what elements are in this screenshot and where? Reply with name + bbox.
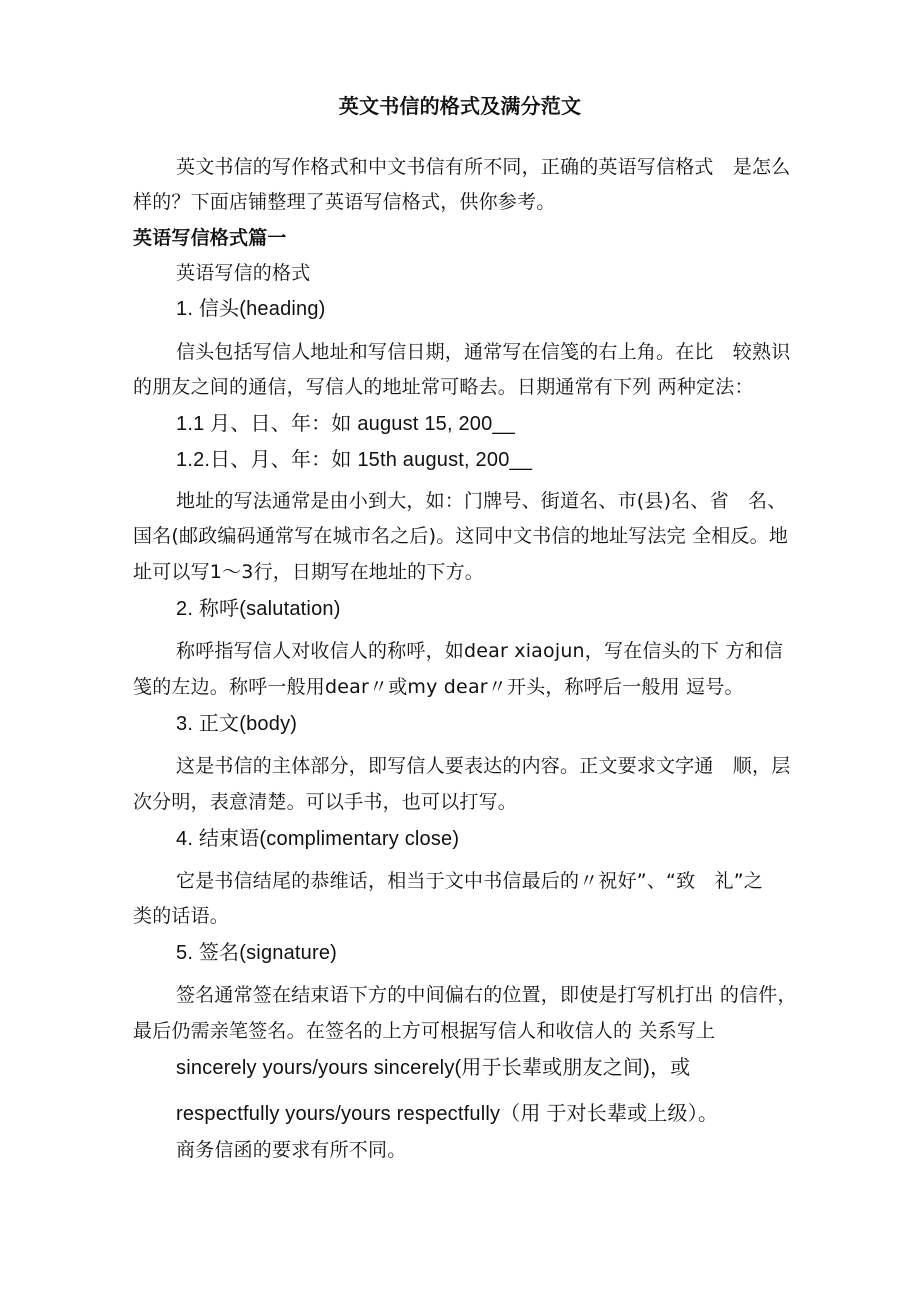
- salutation-paragraph-line-1: 称呼指写信人对收信人的称呼，如dear xiaojun，写在信头的下 方和信: [176, 640, 784, 662]
- section-heading: 英语写信格式篇一: [133, 227, 287, 249]
- signature-paragraph-line-1: 签名通常签在结束语下方的中间偏右的位置，即使是打写机打出 的信件，: [176, 984, 797, 1006]
- intro-paragraph-line-2: 样的？下面店铺整理了英语写信格式，供你参考。: [133, 191, 556, 213]
- salutation-paragraph-line-2: 笺的左边。称呼一般用dear〃或my dear〃开头，称呼后一般用 逗号。: [133, 676, 744, 698]
- closing-example-2: respectfully yours/yours respectfully（用 于对长辈或上级）。: [176, 1103, 719, 1125]
- page-title: 英文书信的格式及满分范文: [338, 94, 582, 118]
- intro-paragraph-line-1: 英文书信的写作格式和中文书信有所不同，正确的英语写信格式 是怎么: [176, 156, 791, 178]
- body-paragraph-line-2: 次分明，表意清楚。可以手书，也可以打写。: [133, 791, 518, 813]
- address-paragraph-line-2: 国名(邮政编码通常写在城市名之后)。这同中文书信的地址写法完 全相反。地: [133, 525, 789, 547]
- closing-example-1: sincerely yours/yours sincerely(用于长辈或朋友之间)，或: [176, 1057, 691, 1079]
- close-paragraph-line-2: 类的话语。: [133, 905, 230, 927]
- item-heading-3: 3. 正文(body): [176, 713, 298, 735]
- heading-paragraph-line-1: 信头包括写信人地址和写信日期，通常写在信笺的右上角。在比 较熟识: [176, 341, 791, 363]
- item-heading-4: 4. 结束语(complimentary close): [176, 828, 460, 850]
- heading-paragraph-line-2: 的朋友之间的通信，写信人的地址常可略去。日期通常有下列 两种定法：: [133, 376, 754, 398]
- item-heading-1: 1. 信头(heading): [176, 298, 326, 320]
- body-paragraph-line-1: 这是书信的主体部分，即写信人要表达的内容。正文要求文字通 顺，层: [176, 755, 791, 777]
- item-heading-5: 5. 签名(signature): [176, 942, 338, 964]
- business-note: 商务信函的要求有所不同。: [176, 1139, 407, 1161]
- address-paragraph-line-3: 址可以写1～3行，日期写在地址的下方。: [133, 561, 484, 583]
- date-format-2: 1.2.日、月、年：如 15th august, 200__: [176, 449, 533, 471]
- close-paragraph-line-1: 它是书信结尾的恭维话，相当于文中书信最后的〃祝好”、“致 礼”之: [176, 870, 763, 892]
- item-heading-2: 2. 称呼(salutation): [176, 598, 341, 620]
- date-format-1: 1.1 月、日、年：如 august 15, 200__: [176, 413, 516, 435]
- subheading-format: 英语写信的格式: [176, 262, 311, 284]
- address-paragraph-line-1: 地址的写法通常是由小到大，如：门牌号、街道名、市(县)名、省 名、: [176, 490, 787, 512]
- signature-paragraph-line-2: 最后仍需亲笔签名。在签名的上方可根据写信人和收信人的 关系写上: [133, 1020, 716, 1042]
